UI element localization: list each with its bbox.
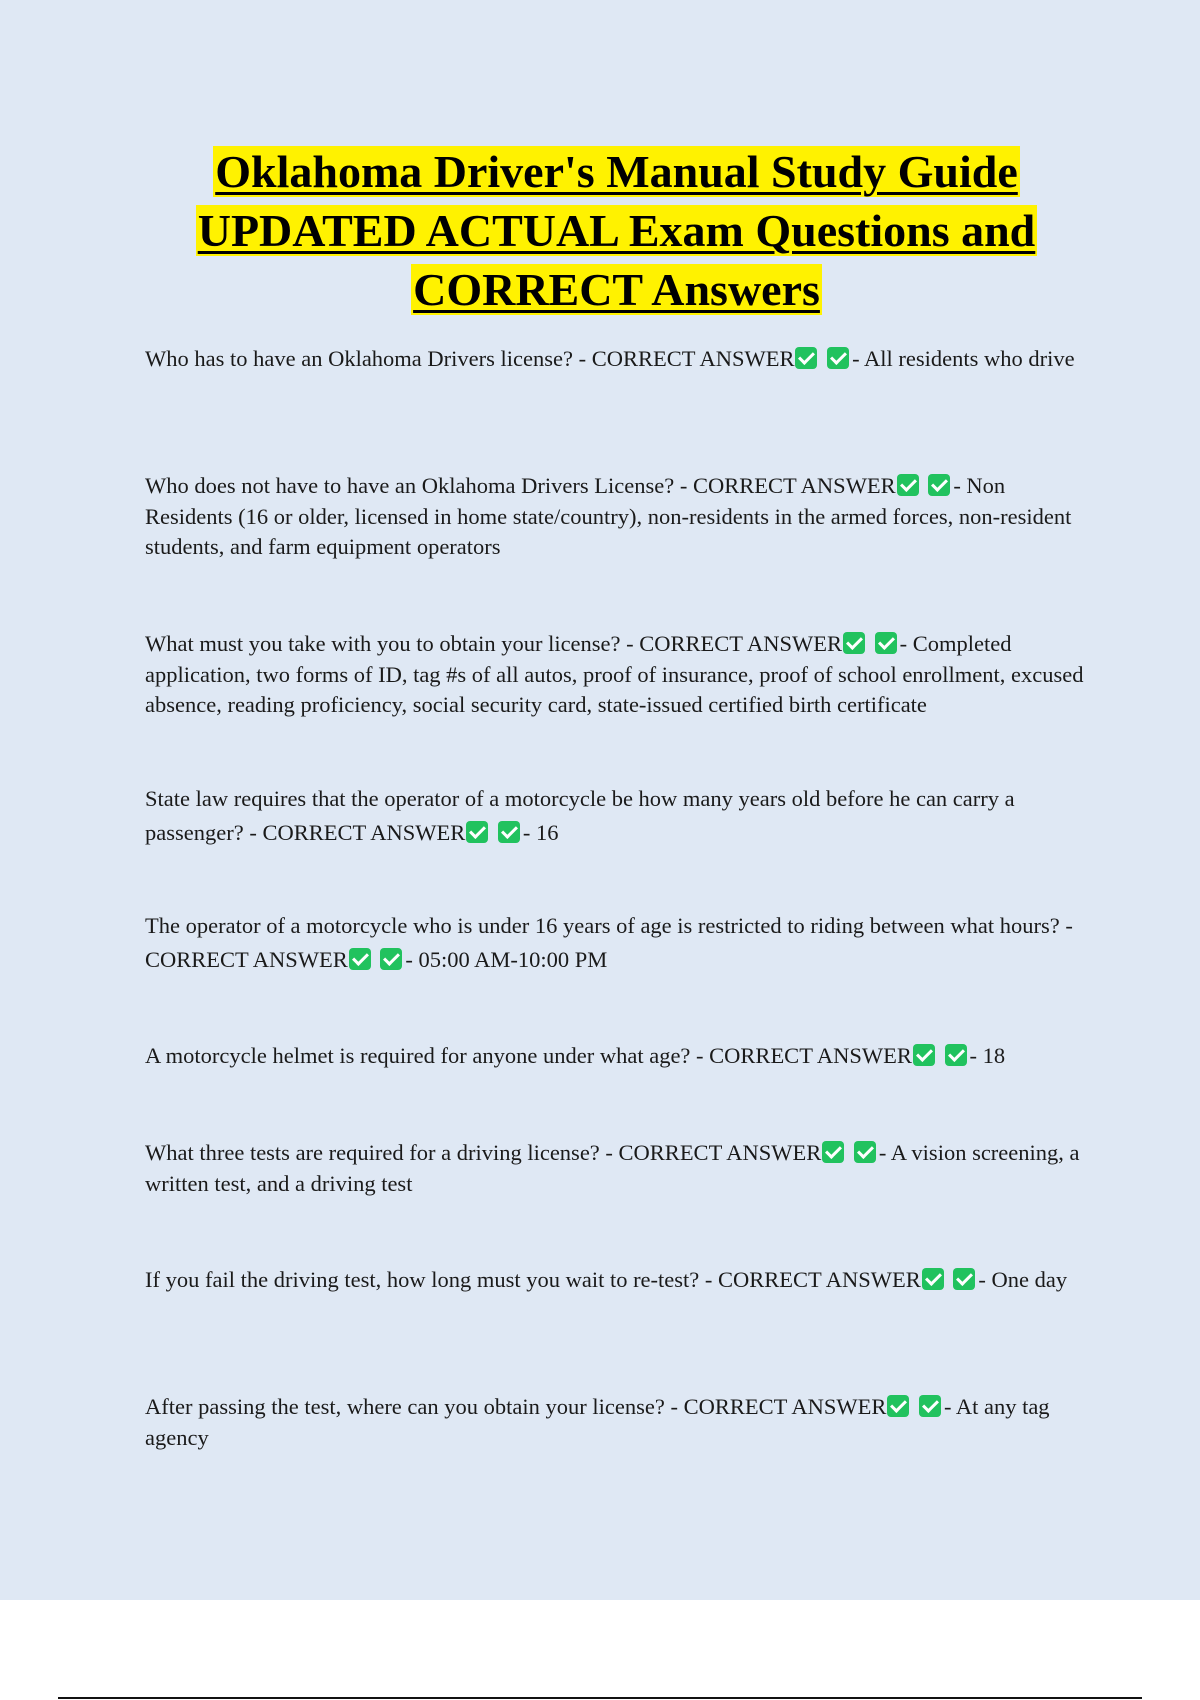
answer-text: - At any tag agency bbox=[145, 1394, 1050, 1450]
checkmark-icon bbox=[928, 474, 950, 496]
answer-text: - A vision screening, a written test, and a driving test bbox=[145, 1140, 1080, 1196]
checkmark-icon bbox=[913, 1044, 935, 1066]
qa-item bbox=[145, 471, 1090, 563]
checkmark-icon bbox=[349, 948, 371, 970]
checkmark-icon bbox=[795, 347, 817, 369]
checkmark-icon bbox=[953, 1268, 975, 1290]
document-title bbox=[120, 142, 1113, 319]
checkmark-icon bbox=[380, 948, 402, 970]
correct-answer-label: CORRECT ANSWER bbox=[262, 820, 466, 845]
checkmark-icon bbox=[875, 632, 897, 654]
question-text: State law requires that the operator of a motorcycle be how many years old before he can carry a passenger? - bbox=[145, 786, 1015, 845]
checkmark-icon bbox=[827, 347, 849, 369]
qa-item bbox=[145, 1138, 1090, 1199]
title-line: UPDATED ACTUAL Exam Questions and bbox=[197, 205, 1036, 256]
correct-answer-label: CORRECT ANSWER bbox=[683, 1394, 887, 1419]
footer-divider bbox=[58, 1697, 1142, 1699]
question-text: If you fail the driving test, how long must you wait to re-test? - bbox=[145, 1267, 719, 1292]
checkmark-icon bbox=[922, 1268, 944, 1290]
answer-text: - Non Residents (16 or older, licensed in home state/country), non-residents in the armed forces, non-resident students, and farm equipment operators bbox=[145, 473, 1072, 559]
correct-answer-label: CORRECT ANSWER bbox=[618, 1140, 822, 1165]
answer-text: - 16 bbox=[522, 820, 559, 845]
qa-item bbox=[145, 1041, 1090, 1072]
checkmark-icon bbox=[498, 821, 520, 843]
answer-text: - Completed application, two forms of ID, tag #s of all autos, proof of insurance, proof of school enrollment, excused absence, reading proficiency, social security card, state-issued certified birth certificate bbox=[145, 631, 1084, 717]
checkmark-icon bbox=[887, 1395, 909, 1417]
answer-text: - All residents who drive bbox=[852, 346, 1075, 371]
qa-item bbox=[145, 344, 1090, 375]
correct-answer-label: CORRECT ANSWER bbox=[145, 947, 348, 972]
correct-answer-label: CORRECT ANSWER bbox=[718, 1267, 921, 1292]
correct-answer-label: CORRECT ANSWER bbox=[692, 473, 896, 498]
checkmark-icon bbox=[843, 632, 865, 654]
question-text: Who has to have an Oklahoma Drivers license? - bbox=[145, 346, 592, 371]
title-line: Oklahoma Driver's Manual Study Guide bbox=[215, 146, 1018, 197]
question-text: What must you take with you to obtain your license? - bbox=[145, 631, 640, 656]
checkmark-icon bbox=[466, 821, 488, 843]
correct-answer-label: CORRECT ANSWER bbox=[591, 346, 795, 371]
checkmark-icon bbox=[919, 1395, 941, 1417]
question-text: A motorcycle helmet is required for anyone under what age? - bbox=[145, 1043, 710, 1068]
checkmark-icon bbox=[897, 474, 919, 496]
qa-item bbox=[145, 909, 1090, 977]
correct-answer-label: CORRECT ANSWER bbox=[709, 1043, 912, 1068]
answer-text: - One day bbox=[978, 1267, 1068, 1292]
answer-text: - 05:00 AM-10:00 PM bbox=[405, 947, 608, 972]
answer-text: - 18 bbox=[969, 1043, 1006, 1068]
question-text: Who does not have to have an Oklahoma Drivers License? - bbox=[145, 473, 693, 498]
checkmark-icon bbox=[945, 1044, 967, 1066]
qa-item bbox=[145, 1265, 1090, 1296]
question-text: The operator of a motorcycle who is under 16 years of age is restricted to riding between what hours? - bbox=[145, 913, 1073, 938]
qa-item bbox=[145, 629, 1090, 721]
qa-item bbox=[145, 782, 1090, 850]
checkmark-icon bbox=[854, 1141, 876, 1163]
correct-answer-label: CORRECT ANSWER bbox=[639, 631, 843, 656]
title-line: CORRECT Answers bbox=[413, 264, 820, 315]
question-text: What three tests are required for a driving license? - bbox=[145, 1140, 619, 1165]
checkmark-icon bbox=[822, 1141, 844, 1163]
qa-item bbox=[145, 1392, 1090, 1453]
question-text: After passing the test, where can you obtain your license? - bbox=[145, 1394, 684, 1419]
